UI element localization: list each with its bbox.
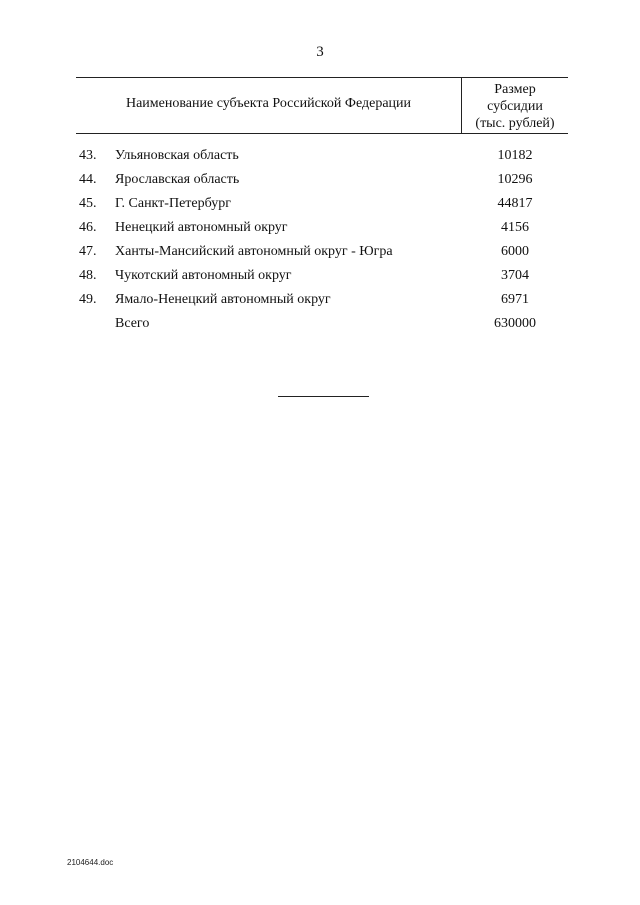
page-number: 3 xyxy=(316,44,324,60)
total-label: Всего xyxy=(115,316,150,331)
header-subject-name: Наименование субъекта Российской Федерации xyxy=(125,96,412,111)
row-subsidy-value: 4156 xyxy=(501,220,529,235)
row-number: 47. xyxy=(79,244,97,259)
row-number: 48. xyxy=(79,268,97,283)
row-subject-name: Ханты-Мансийский автономный округ - Югра xyxy=(115,244,393,259)
row-subsidy-value: 44817 xyxy=(497,196,533,211)
row-number: 43. xyxy=(79,148,97,163)
table-row xyxy=(76,148,568,172)
row-subject-name: Ямало-Ненецкий автономный округ xyxy=(115,292,331,307)
table-row xyxy=(76,268,568,292)
header-value-line: субсидии xyxy=(487,99,543,114)
row-subsidy-value: 6971 xyxy=(501,292,529,307)
table-row xyxy=(76,292,568,316)
row-number: 49. xyxy=(79,292,97,307)
row-subsidy-value: 6000 xyxy=(501,244,529,259)
row-subject-name: Ульяновская область xyxy=(115,148,239,163)
row-subsidy-value: 10182 xyxy=(497,148,533,163)
header-subsidy-amount xyxy=(462,81,568,132)
footer-filename: 2104644.doc xyxy=(67,858,114,867)
table-body xyxy=(76,148,568,340)
row-subsidy-value: 10296 xyxy=(497,172,533,187)
row-number: 46. xyxy=(79,220,97,235)
row-subject-name: Ярославская область xyxy=(115,172,240,187)
table-row xyxy=(76,220,568,244)
row-subject-name: Чукотский автономный округ xyxy=(115,268,292,283)
table-row xyxy=(76,196,568,220)
header-value-line: (тыс. рублей) xyxy=(475,116,555,131)
row-subject-name: Г. Санкт-Петербург xyxy=(115,196,231,211)
total-value: 630000 xyxy=(494,316,536,331)
row-number: 44. xyxy=(79,172,97,187)
table-row xyxy=(76,244,568,268)
row-subject-name: Ненецкий автономный округ xyxy=(115,220,288,235)
row-subsidy-value: 3704 xyxy=(501,268,529,283)
subsidy-table xyxy=(76,77,568,331)
table-header xyxy=(76,77,568,134)
header-value-line: Размер xyxy=(494,82,536,97)
table-row xyxy=(76,172,568,196)
row-number: 45. xyxy=(79,196,97,211)
end-of-table-rule xyxy=(278,396,369,397)
table-total-row xyxy=(76,316,568,340)
